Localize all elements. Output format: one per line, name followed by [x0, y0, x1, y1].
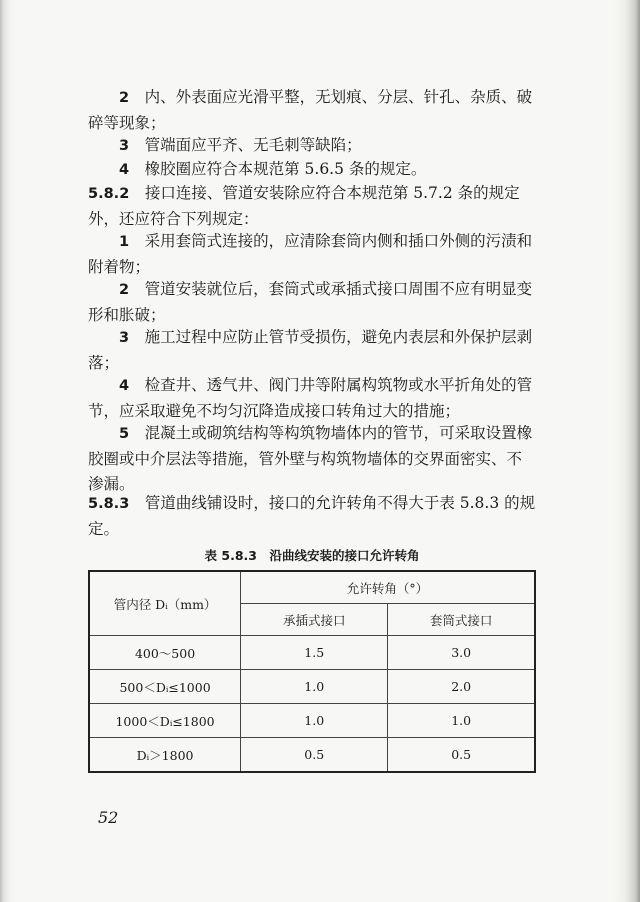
cell-sleeve: 1.0 [388, 704, 535, 738]
paragraph-item-5 [88, 421, 536, 497]
item-number: 3 [119, 138, 130, 154]
clause-5-8-2 [88, 181, 536, 232]
cell-diameter: 1000＜Dᵢ≤1800 [89, 704, 241, 738]
paragraph-item-2 [88, 85, 536, 136]
header-allowable-angle: 允许转角（°） [241, 571, 535, 604]
item-text: 施工过程中应防止管节受损伤，避免内表层和外保护层剥落； [88, 328, 533, 372]
item-number: 5 [119, 426, 130, 442]
cell-socket: 1.0 [241, 670, 388, 704]
clause-number: 5.8.2 [88, 186, 130, 202]
cell-socket: 1.0 [241, 704, 388, 738]
item-text: 检查井、透气井、阀门井等附属构筑物或水平折角处的管节，应采取避免不均匀沉降造成接口转角过大的措施； [88, 376, 533, 420]
header-sleeve-joint: 套筒式接口 [388, 604, 535, 636]
clause-number: 5.8.3 [88, 496, 130, 512]
paragraph-item-4b [88, 373, 536, 424]
cell-sleeve: 0.5 [388, 738, 535, 773]
cell-socket: 0.5 [241, 738, 388, 773]
table-row [89, 636, 535, 670]
clause-text: 管道曲线铺设时，接口的允许转角不得大于表 5.8.3 的规定。 [88, 494, 536, 538]
cell-socket: 1.5 [241, 636, 388, 670]
paragraph-item-1 [88, 229, 536, 280]
item-number: 4 [119, 378, 130, 394]
cell-diameter: 400～500 [89, 636, 241, 670]
clause-text: 接口连接、管道安装除应符合本规范第 5.7.2 条的规定外，还应符合下列规定： [88, 184, 520, 228]
item-number: 3 [119, 330, 130, 346]
header-diameter: 管内径 Dᵢ（mm） [89, 571, 241, 636]
item-number: 2 [119, 90, 130, 106]
item-number: 4 [119, 162, 130, 178]
item-text: 内、外表面应光滑平整，无划痕、分层、针孔、杂质、破碎等现象； [88, 88, 533, 132]
item-text: 管端面应平齐、无毛刺等缺陷； [144, 136, 362, 154]
item-number: 2 [119, 282, 130, 298]
paragraph-item-4 [88, 157, 536, 183]
cell-diameter: 500＜Dᵢ≤1000 [89, 670, 241, 704]
paragraph-item-3b [88, 325, 536, 376]
cell-diameter: Dᵢ＞1800 [89, 738, 241, 773]
item-text: 橡胶圈应符合本规范第 5.6.5 条的规定。 [144, 160, 427, 178]
cell-sleeve: 2.0 [388, 670, 535, 704]
item-text: 采用套筒式连接的，应清除套筒内侧和插口外侧的污渍和附着物； [88, 232, 533, 276]
header-socket-joint: 承插式接口 [241, 604, 388, 636]
allowable-angle-table [88, 570, 536, 773]
item-text: 混凝土或砌筑结构等构筑物墙体内的管节，可采取设置橡胶圈或中介层法等措施，管外壁与构筑物墙体的交界面密实、不渗漏。 [88, 424, 533, 493]
paragraph-item-2b [88, 277, 536, 328]
table-row [89, 670, 535, 704]
page-number: 52 [98, 808, 119, 827]
table-caption: 表 5.8.3 沿曲线安装的接口允许转角 [204, 548, 420, 563]
table-row [89, 738, 535, 773]
cell-sleeve: 3.0 [388, 636, 535, 670]
table-row [89, 704, 535, 738]
clause-5-8-3 [88, 491, 536, 542]
paragraph-item-3 [88, 133, 536, 159]
item-text: 管道安装就位后，套筒式或承插式接口周围不应有明显变形和胀破； [88, 280, 533, 324]
item-number: 1 [119, 234, 130, 250]
